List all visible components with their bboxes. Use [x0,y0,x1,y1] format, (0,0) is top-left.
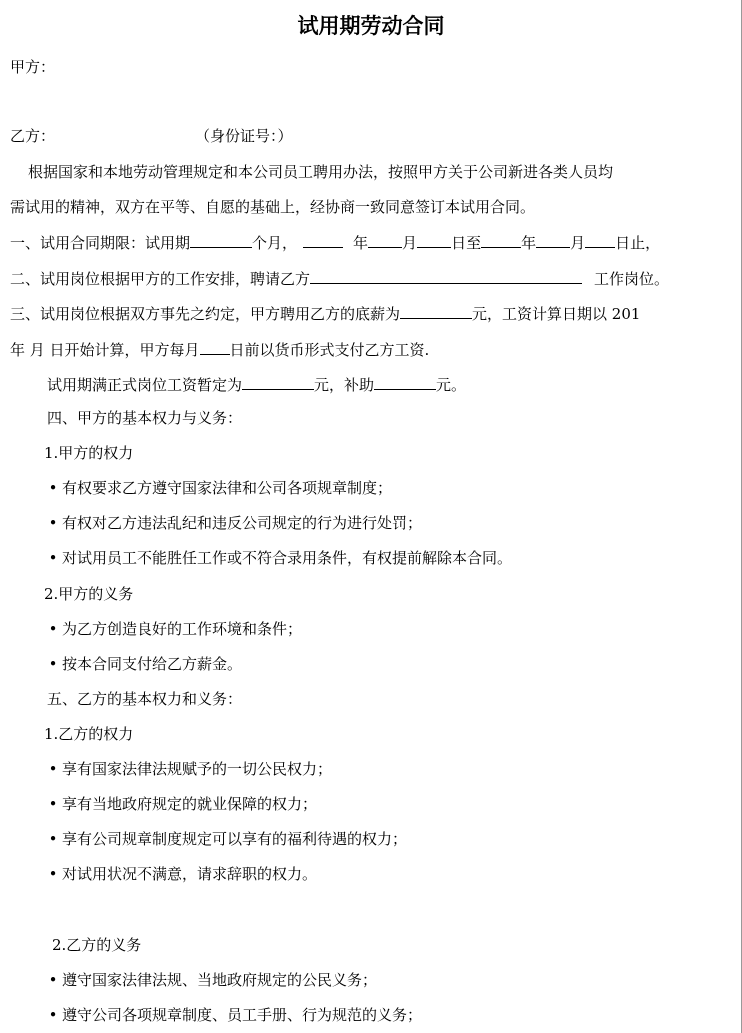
end-year-blank [481,231,521,248]
party-a-right-item [44,548,512,568]
s1-text-g: 月 [570,234,586,252]
section-3-extra-line [47,373,466,395]
end-day-blank [585,231,615,248]
s2-text-a: 二、试用岗位根据甲方的工作安排，聘请乙方 [10,270,311,288]
section-5-heading: 五、乙方的基本权力和义务： [47,690,243,708]
pay-day-blank [200,338,230,355]
bullet-icon: • [48,620,58,638]
s1-text-b: 个月， [252,234,298,252]
s1-text-f: 年 [521,234,537,252]
party-b-label: 乙方： [10,127,56,145]
section-3-line-1 [10,302,640,324]
s3-text-c: 年 月 日开始计算，甲方每月 [10,341,200,359]
party-b-duty-item [44,1005,422,1025]
item-text: 对试用员工不能胜任工作或不符合录用条件，有权提前解除本合同。 [62,549,513,567]
bullet-icon: • [48,830,58,848]
intro-line-2: 需试用的精神，双方在平等、自愿的基础上，经协商一致同意签订本试用合同。 [10,198,536,216]
item-text: 享有公司规章制度规定可以享有的福利待遇的权力； [62,830,408,848]
allowance-blank [374,373,436,390]
end-month-blank [536,231,570,248]
party-a-duty-item [44,654,242,674]
s3-text-b: 元，工资计算日期以 201 [472,305,641,323]
party-a-right-item [44,513,422,533]
item-text: 有权要求乙方遵守国家法律和公司各项规章制度； [62,479,393,497]
s1-text-d: 月 [402,234,418,252]
section-3-line-2 [10,338,429,360]
trial-months-blank [190,231,252,248]
item-text: 享有当地政府规定的就业保障的权力； [62,795,318,813]
party-b-duties-heading: 2.乙方的义务 [52,936,142,954]
s1-text-a: 一、试用合同期限：试用期 [10,234,191,252]
bullet-icon: • [48,971,58,989]
bullet-icon: • [48,1006,58,1024]
bullet-icon: • [48,655,58,673]
party-b-right-item [44,864,317,884]
party-b-right-item [44,759,332,779]
formal-salary-blank [242,373,314,390]
document-title: 试用期劳动合同 [297,14,445,38]
s3-extra-a: 试用期满正式岗位工资暂定为 [47,376,243,394]
bullet-icon: • [48,514,58,532]
party-b-duty-item [44,970,377,990]
start-month-blank [368,231,402,248]
bullet-icon: • [48,479,58,497]
bullet-icon: • [48,865,58,883]
item-text: 有权对乙方违法乱纪和违反公司规定的行为进行处罚； [62,514,423,532]
item-text: 按本合同支付给乙方薪金。 [62,655,243,673]
s3-text-d: 日前以货币形式支付乙方工资. [229,341,430,359]
s3-text-a: 三、试用岗位根据双方事先之约定，甲方聘用乙方的底薪为 [10,305,401,323]
bullet-icon: • [48,549,58,567]
s1-text-h: 日止， [615,234,661,252]
party-b-right-item [44,829,407,849]
party-a-duty-item [44,619,302,639]
s2-text-b: 工作岗位。 [594,270,670,288]
section-1-line [10,231,660,253]
party-a-rights-heading: 1.甲方的权力 [44,444,134,462]
party-b-rights-heading: 1.乙方的权力 [44,725,134,743]
s1-text-e: 日至 [451,234,482,252]
position-blank [310,267,582,284]
party-b-right-item [44,794,317,814]
item-text: 遵守公司各项规章制度、员工手册、行为规范的义务； [62,1006,423,1024]
party-a-right-item [44,478,392,498]
item-text: 对试用状况不满意，请求辞职的权力。 [62,865,318,883]
party-a-label: 甲方： [10,58,56,76]
section-4-heading: 四、甲方的基本权力与义务： [47,409,243,427]
section-2-line [10,267,669,289]
item-text: 享有国家法律法规赋予的一切公民权力； [62,760,333,778]
intro-line-1: 根据国家和本地劳动管理规定和本公司员工聘用办法，按照甲方关于公司新进各类人员均 [28,163,614,181]
s3-extra-b: 元，补助 [314,376,375,394]
start-day-blank [417,231,451,248]
base-salary-blank [400,302,472,319]
s1-text-c: 年 [353,234,369,252]
start-year-blank [303,231,343,248]
item-text: 为乙方创造良好的工作环境和条件； [62,620,303,638]
bullet-icon: • [48,760,58,778]
item-text: 遵守国家法律法规、当地政府规定的公民义务； [62,971,378,989]
party-a-duties-heading: 2.甲方的义务 [44,585,134,603]
bullet-icon: • [48,795,58,813]
party-b-id-label: （身份证号：） [195,127,293,145]
s3-extra-c: 元。 [436,376,467,394]
